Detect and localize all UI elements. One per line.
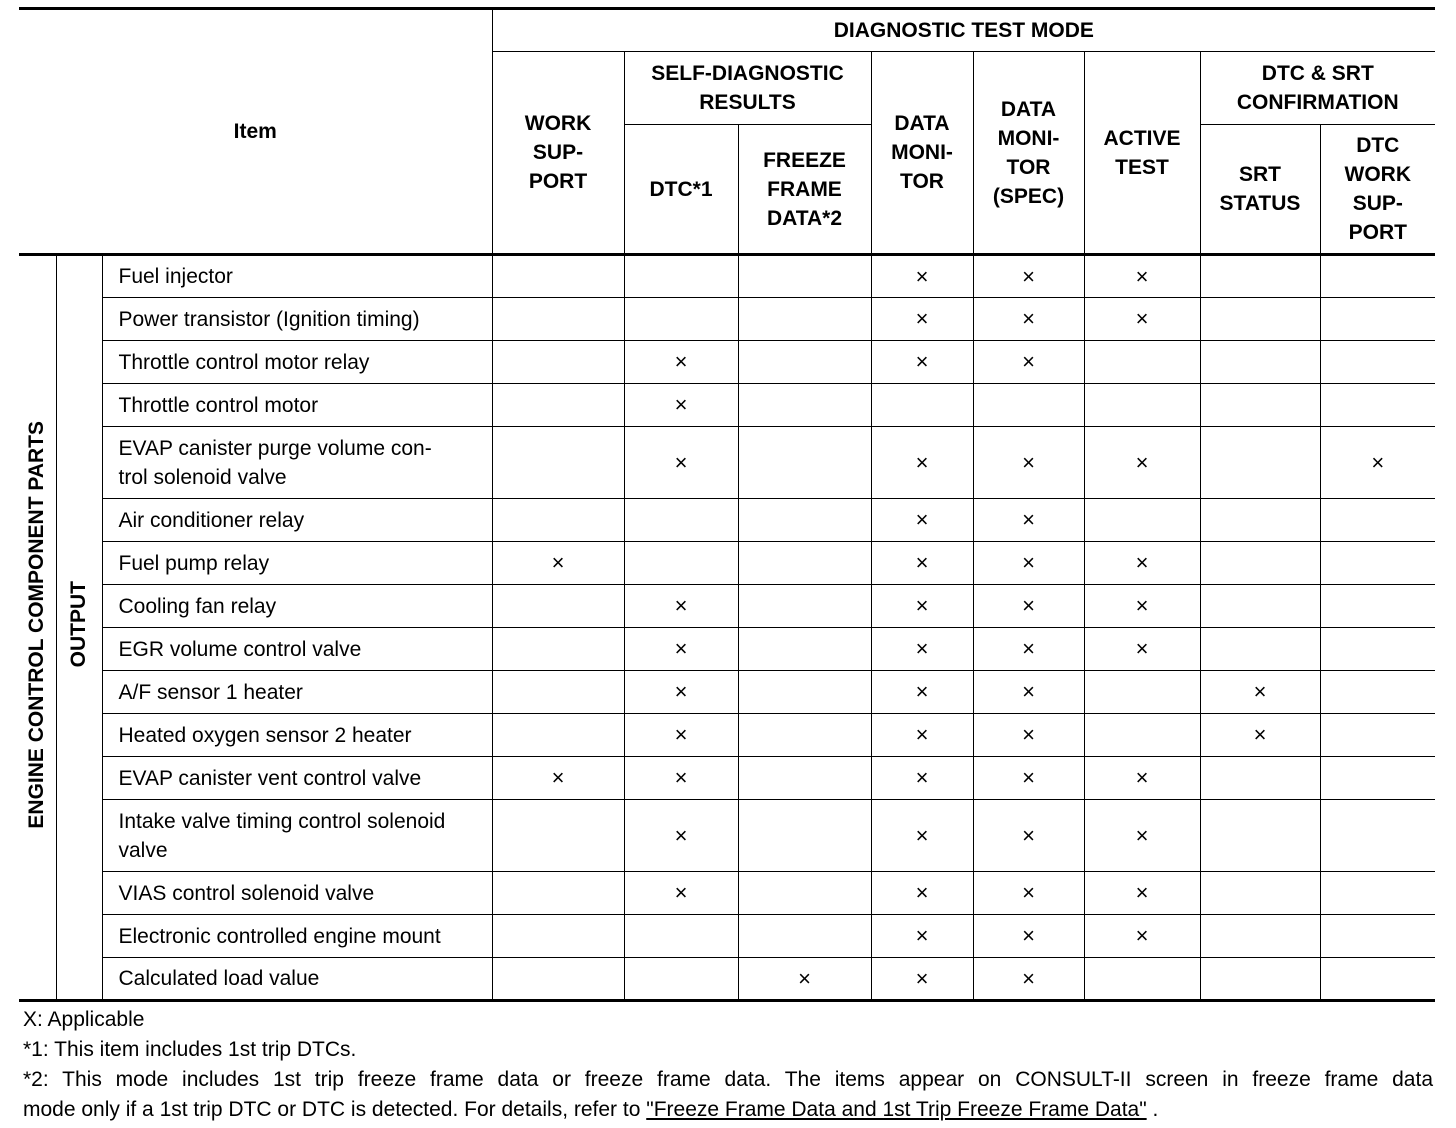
cell-data-monitor-spec: ×	[973, 958, 1084, 1001]
cell-srt-status	[1200, 255, 1320, 298]
cell-freeze-frame-data	[738, 542, 871, 585]
cell-work-support	[492, 298, 624, 341]
cell-freeze-frame-data	[738, 628, 871, 671]
cell-work-support	[492, 714, 624, 757]
cell-work-support	[492, 427, 624, 499]
cell-dtc-work-support	[1320, 585, 1435, 628]
cell-data-monitor: ×	[871, 872, 973, 915]
cell-dtc-work-support	[1320, 499, 1435, 542]
cell-data-monitor-spec: ×	[973, 757, 1084, 800]
item-name: Fuel pump relay	[102, 542, 492, 585]
cell-active-test	[1084, 499, 1200, 542]
table-row	[19, 915, 1435, 958]
cell-dtc-work-support	[1320, 628, 1435, 671]
cell-srt-status	[1200, 384, 1320, 427]
item-name: Intake valve timing control solenoid valve	[102, 800, 492, 872]
cell-active-test: ×	[1084, 872, 1200, 915]
table-row	[19, 499, 1435, 542]
cell-data-monitor: ×	[871, 800, 973, 872]
cell-freeze-frame-data	[738, 585, 871, 628]
item-name: EGR volume control valve	[102, 628, 492, 671]
cell-dtc	[624, 499, 738, 542]
cell-data-monitor-spec: ×	[973, 915, 1084, 958]
header-item: Item	[19, 9, 492, 255]
cell-active-test: ×	[1084, 800, 1200, 872]
item-name: Cooling fan relay	[102, 585, 492, 628]
note-2-line-1: *2: This mode includes 1st trip freeze frame data or freeze frame data. The items appear on CONSULT-II screen in freeze frame data	[23, 1068, 1433, 1091]
cell-work-support	[492, 384, 624, 427]
cell-freeze-frame-data	[738, 915, 871, 958]
cell-freeze-frame-data	[738, 714, 871, 757]
table-row	[19, 427, 1435, 499]
cell-active-test: ×	[1084, 427, 1200, 499]
cell-active-test	[1084, 384, 1200, 427]
cell-work-support	[492, 872, 624, 915]
table-row	[19, 298, 1435, 341]
header-dtc-work-support: DTC WORK SUP- PORT	[1320, 125, 1435, 255]
note-1: *1: This item includes 1st trip DTCs.	[23, 1038, 357, 1061]
cell-data-monitor-spec: ×	[973, 341, 1084, 384]
cell-data-monitor-spec: ×	[973, 542, 1084, 585]
cell-dtc: ×	[624, 872, 738, 915]
cell-freeze-frame-data	[738, 872, 871, 915]
cell-work-support	[492, 499, 624, 542]
cell-data-monitor-spec: ×	[973, 427, 1084, 499]
cell-data-monitor	[871, 384, 973, 427]
table-row	[19, 384, 1435, 427]
cell-dtc	[624, 298, 738, 341]
table-row	[19, 872, 1435, 915]
header-freeze-frame-data: FREEZE FRAME DATA*2	[738, 125, 871, 255]
freeze-frame-data-link[interactable]: "Freeze Frame Data and 1st Trip Freeze Frame Data"	[646, 1098, 1147, 1121]
table-row	[19, 958, 1435, 1001]
cell-srt-status	[1200, 427, 1320, 499]
cell-dtc-work-support	[1320, 714, 1435, 757]
header-dtc-srt-confirmation: DTC & SRT CONFIRMATION	[1200, 52, 1435, 125]
header-diagnostic-test-mode: DIAGNOSTIC TEST MODE	[492, 9, 1435, 52]
cell-srt-status	[1200, 341, 1320, 384]
cell-srt-status	[1200, 800, 1320, 872]
cell-active-test	[1084, 958, 1200, 1001]
cell-dtc-work-support	[1320, 800, 1435, 872]
cell-active-test	[1084, 714, 1200, 757]
table-row	[19, 585, 1435, 628]
cell-dtc-work-support	[1320, 255, 1435, 298]
cell-freeze-frame-data	[738, 341, 871, 384]
cell-data-monitor: ×	[871, 628, 973, 671]
cell-dtc: ×	[624, 585, 738, 628]
cell-freeze-frame-data	[738, 298, 871, 341]
cell-dtc	[624, 255, 738, 298]
item-name: Electronic controlled engine mount	[102, 915, 492, 958]
item-name: A/F sensor 1 heater	[102, 671, 492, 714]
cell-dtc-work-support	[1320, 915, 1435, 958]
cell-dtc	[624, 958, 738, 1001]
group-label: ENGINE CONTROL COMPONENT PARTS	[19, 255, 56, 1001]
cell-srt-status: ×	[1200, 671, 1320, 714]
cell-freeze-frame-data	[738, 499, 871, 542]
cell-freeze-frame-data	[738, 800, 871, 872]
cell-data-monitor: ×	[871, 255, 973, 298]
cell-data-monitor: ×	[871, 499, 973, 542]
note-applicable: X: Applicable	[23, 1008, 145, 1031]
header-data-monitor: DATA MONI- TOR	[871, 52, 973, 255]
cell-freeze-frame-data	[738, 255, 871, 298]
header-work-support: WORK SUP- PORT	[492, 52, 624, 255]
cell-data-monitor: ×	[871, 757, 973, 800]
cell-freeze-frame-data	[738, 427, 871, 499]
cell-work-support	[492, 671, 624, 714]
cell-srt-status	[1200, 298, 1320, 341]
cell-srt-status	[1200, 499, 1320, 542]
cell-data-monitor-spec: ×	[973, 255, 1084, 298]
cell-work-support: ×	[492, 757, 624, 800]
cell-work-support	[492, 628, 624, 671]
cell-work-support	[492, 585, 624, 628]
cell-active-test: ×	[1084, 542, 1200, 585]
cell-active-test: ×	[1084, 585, 1200, 628]
cell-data-monitor-spec: ×	[973, 628, 1084, 671]
cell-dtc	[624, 915, 738, 958]
cell-work-support: ×	[492, 542, 624, 585]
cell-active-test: ×	[1084, 298, 1200, 341]
cell-data-monitor-spec: ×	[973, 800, 1084, 872]
header-dtc: DTC*1	[624, 125, 738, 255]
cell-active-test	[1084, 671, 1200, 714]
cell-dtc	[624, 542, 738, 585]
cell-work-support	[492, 958, 624, 1001]
cell-srt-status: ×	[1200, 714, 1320, 757]
header-active-test: ACTIVE TEST	[1084, 52, 1200, 255]
cell-dtc-work-support	[1320, 671, 1435, 714]
cell-freeze-frame-data	[738, 757, 871, 800]
cell-data-monitor-spec: ×	[973, 298, 1084, 341]
cell-dtc: ×	[624, 757, 738, 800]
footnotes	[23, 1005, 1433, 1125]
header-data-monitor-spec: DATA MONI- TOR (SPEC)	[973, 52, 1084, 255]
cell-dtc: ×	[624, 341, 738, 384]
cell-dtc: ×	[624, 384, 738, 427]
cell-dtc: ×	[624, 714, 738, 757]
cell-dtc-work-support	[1320, 757, 1435, 800]
cell-data-monitor: ×	[871, 585, 973, 628]
cell-data-monitor-spec: ×	[973, 714, 1084, 757]
cell-data-monitor: ×	[871, 714, 973, 757]
cell-data-monitor: ×	[871, 341, 973, 384]
cell-active-test: ×	[1084, 628, 1200, 671]
table-row	[19, 714, 1435, 757]
table-row	[19, 628, 1435, 671]
cell-data-monitor-spec: ×	[973, 671, 1084, 714]
cell-data-monitor-spec: ×	[973, 499, 1084, 542]
cell-dtc-work-support	[1320, 298, 1435, 341]
cell-dtc-work-support	[1320, 958, 1435, 1001]
table-body	[19, 255, 1435, 1001]
item-name: EVAP canister purge volume con- trol solenoid valve	[102, 427, 492, 499]
item-name: Throttle control motor relay	[102, 341, 492, 384]
cell-data-monitor: ×	[871, 427, 973, 499]
cell-srt-status	[1200, 757, 1320, 800]
item-name: VIAS control solenoid valve	[102, 872, 492, 915]
cell-data-monitor-spec: ×	[973, 585, 1084, 628]
cell-dtc-work-support	[1320, 542, 1435, 585]
item-name: Calculated load value	[102, 958, 492, 1001]
subgroup-label: OUTPUT	[56, 255, 102, 1001]
cell-srt-status	[1200, 958, 1320, 1001]
item-name: Throttle control motor	[102, 384, 492, 427]
cell-dtc-work-support	[1320, 872, 1435, 915]
cell-srt-status	[1200, 628, 1320, 671]
cell-data-monitor: ×	[871, 671, 973, 714]
table-row	[19, 800, 1435, 872]
cell-dtc-work-support	[1320, 341, 1435, 384]
cell-srt-status	[1200, 915, 1320, 958]
table-row	[19, 341, 1435, 384]
table-row	[19, 757, 1435, 800]
item-name: Power transistor (Ignition timing)	[102, 298, 492, 341]
cell-freeze-frame-data	[738, 671, 871, 714]
cell-freeze-frame-data: ×	[738, 958, 871, 1001]
cell-data-monitor: ×	[871, 958, 973, 1001]
table-row	[19, 671, 1435, 714]
cell-srt-status	[1200, 872, 1320, 915]
cell-data-monitor-spec: ×	[973, 872, 1084, 915]
cell-data-monitor: ×	[871, 915, 973, 958]
cell-work-support	[492, 800, 624, 872]
cell-data-monitor-spec	[973, 384, 1084, 427]
item-name: Heated oxygen sensor 2 heater	[102, 714, 492, 757]
table-row	[19, 255, 1435, 298]
note-2-line-2: mode only if a 1st trip DTC or DTC is detected. For details, refer to "Freeze Frame Data and 1st Trip Freeze Frame Data" .	[23, 1098, 1159, 1121]
cell-data-monitor: ×	[871, 298, 973, 341]
table-row	[19, 542, 1435, 585]
cell-dtc: ×	[624, 800, 738, 872]
cell-dtc-work-support: ×	[1320, 427, 1435, 499]
cell-work-support	[492, 915, 624, 958]
header-srt-status: SRT STATUS	[1200, 125, 1320, 255]
cell-work-support	[492, 255, 624, 298]
cell-dtc-work-support	[1320, 384, 1435, 427]
cell-srt-status	[1200, 585, 1320, 628]
item-name: EVAP canister vent control valve	[102, 757, 492, 800]
cell-active-test: ×	[1084, 915, 1200, 958]
item-name: Air conditioner relay	[102, 499, 492, 542]
cell-data-monitor: ×	[871, 542, 973, 585]
cell-dtc: ×	[624, 427, 738, 499]
header-self-diagnostic-results: SELF-DIAGNOSTIC RESULTS	[624, 52, 871, 125]
cell-dtc: ×	[624, 671, 738, 714]
cell-active-test	[1084, 341, 1200, 384]
item-name: Fuel injector	[102, 255, 492, 298]
cell-active-test: ×	[1084, 255, 1200, 298]
cell-srt-status	[1200, 542, 1320, 585]
cell-dtc: ×	[624, 628, 738, 671]
cell-freeze-frame-data	[738, 384, 871, 427]
cell-active-test: ×	[1084, 757, 1200, 800]
cell-work-support	[492, 341, 624, 384]
diagnostic-mode-table	[19, 7, 1435, 1002]
